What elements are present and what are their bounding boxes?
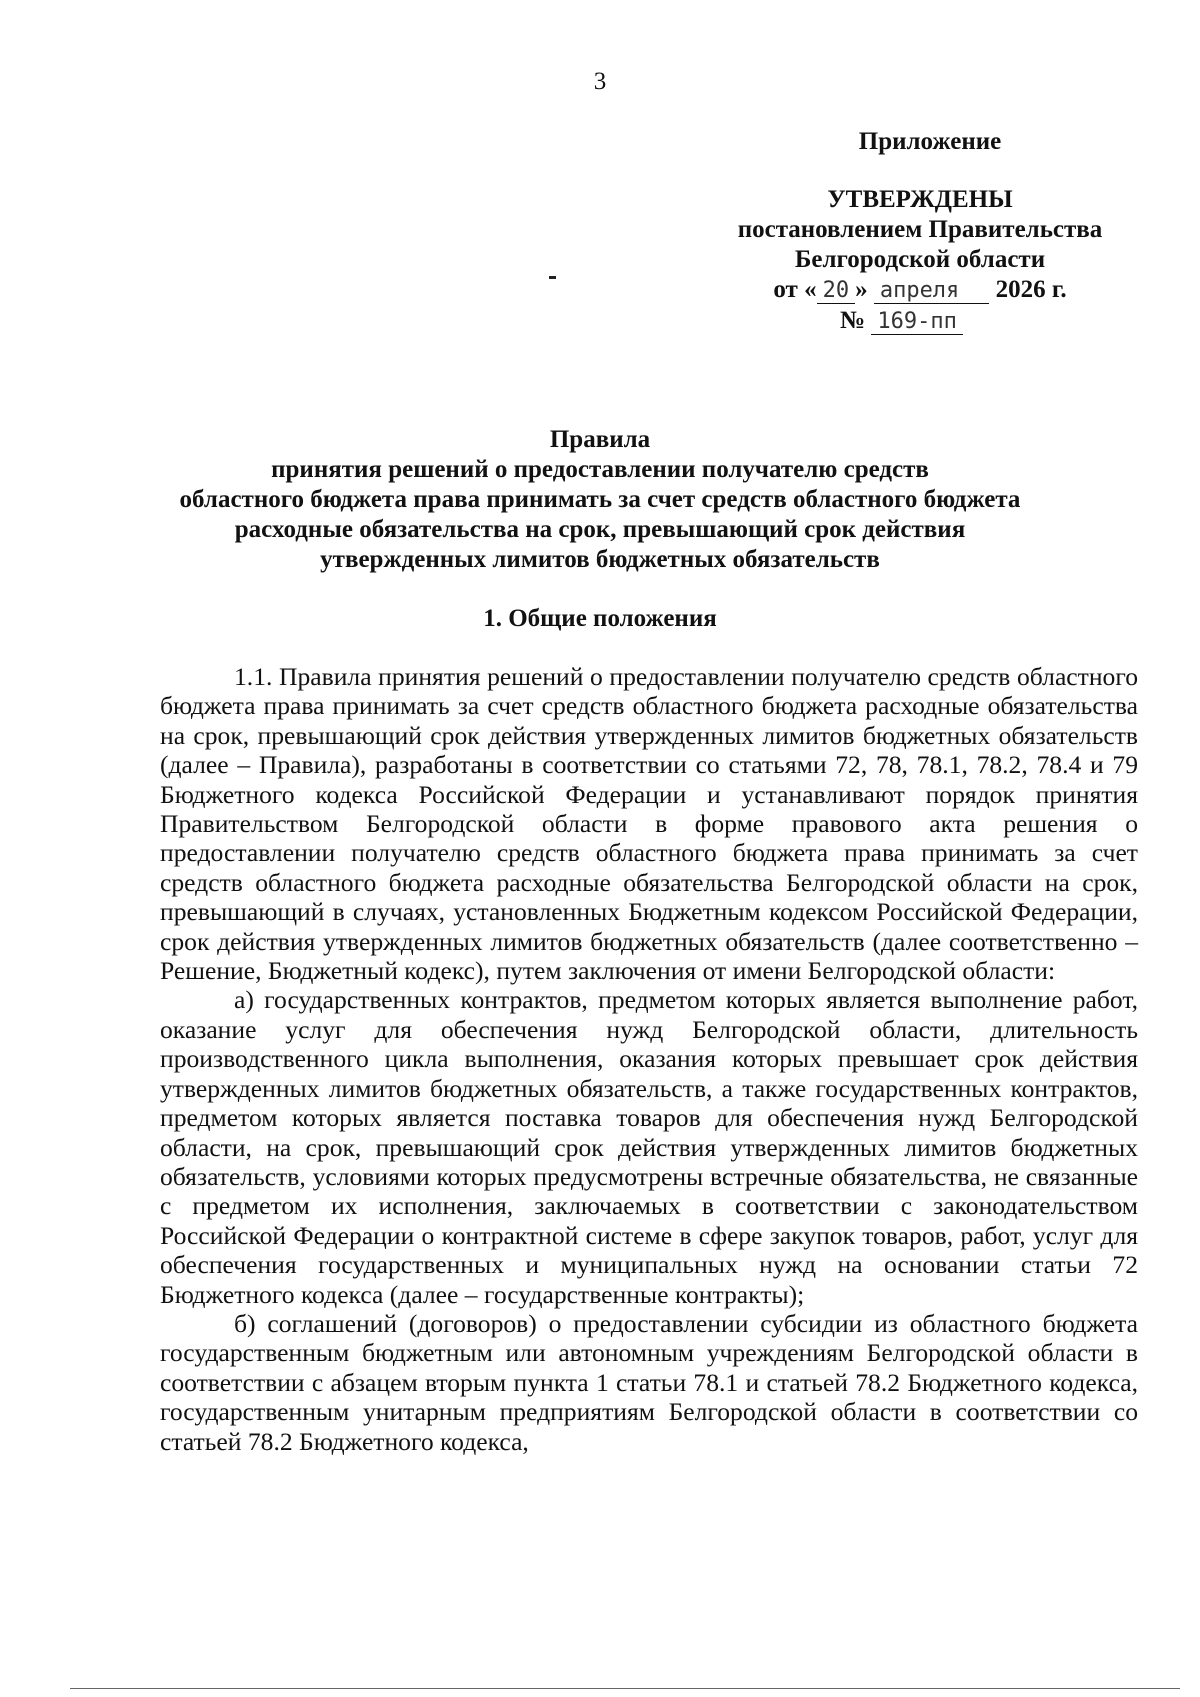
approval-line-1: постановлением Правительства <box>737 216 1103 243</box>
date-year: 2026 г. <box>995 276 1067 303</box>
document-title <box>150 425 1050 575</box>
title-line-5: утвержденных лимитов бюджетных обязательств <box>320 546 880 573</box>
date-prefix: от « <box>773 276 817 303</box>
paragraph-a: а) государственных контрактов, предметом которых является выполнение работ, оказание услуг для обеспечения нужд Белгородской области, длительность производственного цикла выполнения, оказания которых превышает срок действия утвержденных лимитов бюджетных обязательств, а также государственных контрактов, предметом которых является поставка товаров для обеспечения нужд Белгородской области, на срок, превышающий срок действия утвержденных лимитов бюджетных обязательств, условиями которых предусмотрены встречные обязательства, не связанные с предметом их исполнения, заключаемых в соответствии с законодательством Российской Федерации о контрактной системе в сфере закупок товаров, работ, услуг для обеспечения государственных и муниципальных нужд на основании статьи 72 Бюджетного кодекса (далее – государственные контракты); <box>160 985 1138 1309</box>
date-day: 20 <box>817 278 856 304</box>
approval-heading: УТВЕРЖДЕНЫ <box>827 186 1013 213</box>
paragraph-1-1: 1.1. Правила принятия решений о предоставлении получателю средств областного бюджета права принимать за счет средств областного бюджета расходные обязательства на срок, превышающий срок действия утвержденных лимитов бюджетных обязательств (далее – Правила), разработаны в соответствии со статьями 72, 78, 78.1, 78.2, 78.4 и 79 Бюджетного кодекса Российской Федерации и устанавливают порядок принятия Правительством Белгородской области в форме правового акта решения о предоставлении получателю средств областного бюджета права принимать за счет средств областного бюджета расходные обязательства Белгородской области на срок, превышающий в случаях, установленных Бюджетным кодексом Российской Федерации, срок действия утвержденных лимитов бюджетных обязательств (далее соответственно – Решение, Бюджетный кодекс), путем заключения от имени Белгородской области: <box>160 662 1138 986</box>
approval-line-2: Белгородской области <box>794 246 1046 273</box>
date-day-suffix: » <box>855 276 868 303</box>
date-month: апреля <box>874 278 989 304</box>
title-line-1: Правила <box>549 426 651 453</box>
scan-edge-line <box>70 1688 1180 1689</box>
title-line-4: расходные обязательства на срок, превышающий срок действия <box>234 516 966 543</box>
section-heading: 1. Общие положения <box>483 605 717 632</box>
appendix-label: Приложение <box>858 128 1002 155</box>
number-value: 169-пп <box>871 309 962 335</box>
scan-mark <box>549 276 556 279</box>
number-prefix: № <box>840 307 866 334</box>
paragraph-b: б) соглашений (договоров) о предоставлении субсидии из областного бюджета государственным бюджетным или автономным учреждениям Белгородской области в соответствии с абзацем вторым пункта 1 статьи 78.1 и статьей 78.2 Бюджетного кодекса, государственным унитарным предприятиям Белгородской области в соответствии со статьей 78.2 Бюджетного кодекса, <box>160 1308 1138 1456</box>
approval-number <box>660 306 1180 337</box>
title-line-3: областного бюджета права принимать за счет средств областного бюджета <box>179 486 1021 513</box>
approval-block <box>660 185 1180 337</box>
title-line-2: принятия решений о предоставлении получателю средств <box>271 456 929 483</box>
approval-date <box>660 275 1180 306</box>
body-text <box>160 662 1138 1456</box>
page-number: 3 <box>593 68 607 95</box>
